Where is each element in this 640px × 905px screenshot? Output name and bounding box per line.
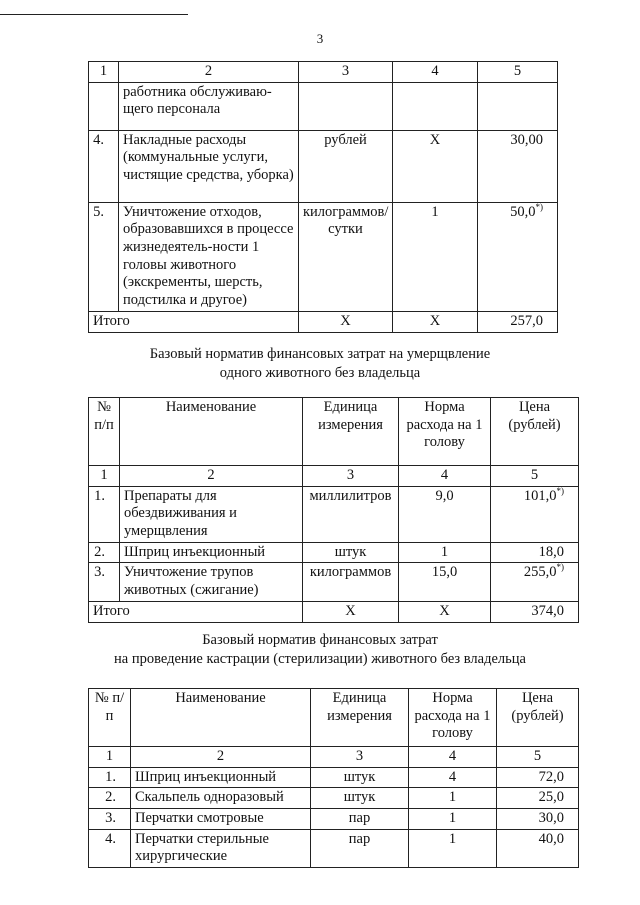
table-row xyxy=(89,542,579,563)
row-number: 2. xyxy=(89,542,120,563)
row-norm: 4 xyxy=(409,767,497,788)
total-row xyxy=(89,311,558,332)
row-number: 4. xyxy=(89,130,119,202)
title-line: на проведение кастрации (стерилизации) животного без владельца xyxy=(114,650,526,667)
header-price: Цена (рублей) xyxy=(491,398,579,466)
header-number: № п/п xyxy=(89,689,131,747)
header-norm: Норма расхода на 1 голову xyxy=(409,689,497,747)
total-label: Итого xyxy=(89,601,303,622)
total-unit: Х xyxy=(299,311,393,332)
row-norm: Х xyxy=(393,130,478,202)
row-name: Скальпель одноразовый xyxy=(131,788,311,809)
row-norm: 9,0 xyxy=(399,486,491,542)
footnote-mark: *) xyxy=(556,485,564,496)
column-number: 1 xyxy=(89,466,120,487)
page-number: 3 xyxy=(316,31,324,46)
row-number: 1. xyxy=(89,486,120,542)
castration-costs-table xyxy=(88,688,579,868)
row-norm: 1 xyxy=(409,809,497,830)
row-number: 5. xyxy=(89,202,119,311)
row-price: 30,0 xyxy=(497,809,579,830)
table-row xyxy=(89,829,579,867)
row-name: Перчатки смотровые xyxy=(131,809,311,830)
column-number: 4 xyxy=(399,466,491,487)
row-norm: 1 xyxy=(409,788,497,809)
footnote-mark: *) xyxy=(556,562,564,573)
column-number: 4 xyxy=(393,62,478,83)
row-price: 255,0*) xyxy=(491,563,579,601)
row-unit: пар xyxy=(311,809,409,830)
row-name: Накладные расходы (коммунальные услуги, чистящие средства, уборка) xyxy=(119,130,299,202)
euthanasia-norm-title xyxy=(0,345,640,383)
castration-norm-title xyxy=(0,631,640,669)
column-number: 5 xyxy=(491,466,579,487)
column-number: 2 xyxy=(119,62,299,83)
column-number: 3 xyxy=(299,62,393,83)
column-number: 1 xyxy=(89,747,131,768)
title-line: Базовый норматив финансовых затрат на умерщвление xyxy=(149,346,491,362)
column-number: 2 xyxy=(131,747,311,768)
row-price: 101,0*) xyxy=(491,486,579,542)
row-price: 30,00 xyxy=(478,130,558,202)
total-unit: Х xyxy=(303,601,399,622)
column-number: 4 xyxy=(409,747,497,768)
header-price: Цена (рублей) xyxy=(497,689,579,747)
row-unit: штук xyxy=(303,542,399,563)
header-unit: Единица измерения xyxy=(303,398,399,466)
table-row xyxy=(89,767,579,788)
column-numbers-row xyxy=(89,62,558,83)
header-name: Наименование xyxy=(120,398,303,466)
total-norm: Х xyxy=(399,601,491,622)
row-price: 25,0 xyxy=(497,788,579,809)
header-row xyxy=(89,398,579,466)
row-unit: пар xyxy=(311,829,409,867)
row-unit: штук xyxy=(311,767,409,788)
row-unit xyxy=(299,82,393,130)
column-number: 3 xyxy=(303,466,399,487)
total-price: 374,0 xyxy=(491,601,579,622)
total-price: 257,0 xyxy=(478,311,558,332)
table-row xyxy=(89,202,558,311)
row-unit: рублей xyxy=(299,130,393,202)
footnote-mark: *) xyxy=(535,201,543,212)
row-unit: килограммов/ сутки xyxy=(299,202,393,311)
row-norm xyxy=(393,82,478,130)
costs-table-continued xyxy=(88,61,558,333)
row-unit: штук xyxy=(311,788,409,809)
table-row xyxy=(89,788,579,809)
row-price: 40,0 xyxy=(497,829,579,867)
row-number: 4. xyxy=(89,829,131,867)
row-number: 2. xyxy=(89,788,131,809)
column-number: 5 xyxy=(497,747,579,768)
table-row xyxy=(89,486,579,542)
row-unit: миллилитров xyxy=(303,486,399,542)
column-number: 3 xyxy=(311,747,409,768)
row-number xyxy=(89,82,119,130)
header-row xyxy=(89,689,579,747)
row-name: Уничтожение отходов, образовавшихся в процессе жизнедеятель-ности 1 головы животного (экскременты, шерсть, подстилка и другое) xyxy=(119,202,299,311)
table-row xyxy=(89,130,558,202)
header-name: Наименование xyxy=(131,689,311,747)
row-price: 18,0 xyxy=(491,542,579,563)
row-price xyxy=(478,82,558,130)
euthanasia-costs-table xyxy=(88,397,579,623)
total-label: Итого xyxy=(89,311,299,332)
row-unit: килограммов xyxy=(303,563,399,601)
row-price: 50,0*) xyxy=(478,202,558,311)
row-name: Уничтожение трупов животных (сжигание) xyxy=(120,563,303,601)
row-name: Шприц инъекционный xyxy=(131,767,311,788)
row-name: Перчатки стерильные хирургические xyxy=(131,829,311,867)
total-row xyxy=(89,601,579,622)
table-row xyxy=(89,809,579,830)
title-line: одного животного без владельца xyxy=(219,364,421,381)
row-norm: 15,0 xyxy=(399,563,491,601)
row-number: 1. xyxy=(89,767,131,788)
row-norm: 1 xyxy=(409,829,497,867)
column-numbers-row xyxy=(89,747,579,768)
column-numbers-row xyxy=(89,466,579,487)
column-number: 5 xyxy=(478,62,558,83)
row-norm: 1 xyxy=(399,542,491,563)
table-row xyxy=(89,82,558,130)
row-name: Шприц инъекционный xyxy=(120,542,303,563)
header-rule xyxy=(0,14,188,15)
column-number: 1 xyxy=(89,62,119,83)
row-name: Препараты для обездвиживания и умерщвления xyxy=(120,486,303,542)
row-norm: 1 xyxy=(393,202,478,311)
row-name: работника обслуживаю-щего персонала xyxy=(119,82,299,130)
row-price: 72,0 xyxy=(497,767,579,788)
row-number: 3. xyxy=(89,563,120,601)
header-number: № п/п xyxy=(89,398,120,466)
header-norm: Норма расхода на 1 голову xyxy=(399,398,491,466)
total-norm: Х xyxy=(393,311,478,332)
header-unit: Единица измерения xyxy=(311,689,409,747)
column-number: 2 xyxy=(120,466,303,487)
row-number: 3. xyxy=(89,809,131,830)
table-row xyxy=(89,563,579,601)
title-line: Базовый норматив финансовых затрат xyxy=(202,632,438,648)
